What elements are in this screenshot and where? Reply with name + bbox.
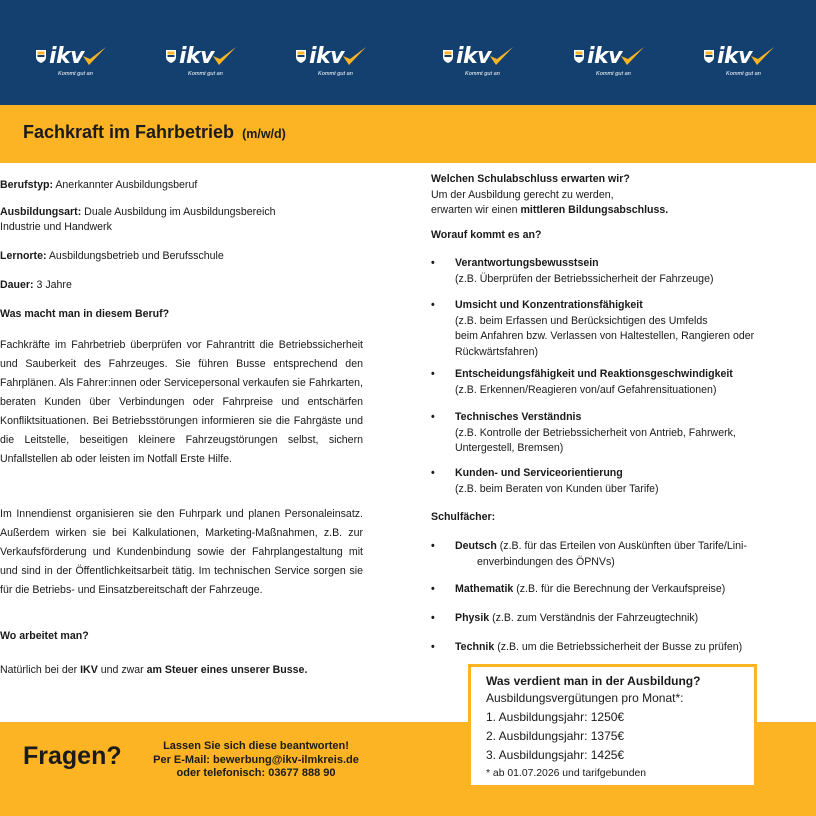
worauf-heading: Worauf kommt es an?: [431, 229, 542, 241]
crest-icon: [443, 50, 453, 63]
crest-icon: [296, 50, 306, 63]
swoosh-icon: [211, 46, 237, 68]
wo-text: Natürlich bei der IKV und zwar am Steuer eines unserer Busse.: [0, 664, 308, 676]
schulfaecher-heading: Schulfächer:: [431, 511, 496, 523]
email-link[interactable]: Per E-Mail: bewerbung@ikv-ilmkreis.de: [153, 753, 359, 766]
salary-year: 1. Ausbildungsjahr: 1250€: [486, 710, 625, 724]
dauer-row: Dauer: 3 Jahre: [0, 279, 72, 291]
schulabschluss-block: Welchen Schulabschluss erwarten wir? Um der Ausbildung gerecht zu werden, erwarten wir einen mittleren Bildungsabschluss.: [431, 173, 669, 216]
contact-info: Lassen Sie sich diese beantworten! Per E-Mail: bewerbung@ikv-ilmkreis.de oder telefonisch: 03677 888 90: [126, 740, 386, 781]
was-macht-heading: Was macht man in diesem Beruf?: [0, 308, 170, 320]
crest-icon: [166, 50, 176, 63]
lernorte-row: Lernorte: Ausbildungsbetrieb und Berufsschule: [0, 250, 224, 262]
page-title: [23, 122, 286, 143]
swoosh-icon: [81, 46, 107, 68]
description-paragraph-2: Im Innendienst organisieren sie den Fuhrpark und planen Personaleinsatz. Außerdem wirken sie bei Kalkulationen, Marketing-Maßnahmen, z.B. zur Verkaufsförderung und Kundenbindung sowie der Fahrplangestaltung mit und sind in der Öffentlichkeitsarbeit tätig. Im technischen Service sorgen sie für die Betriebs- und Einsatzbereitschaft der Fahrzeuge.: [0, 508, 363, 596]
salary-subheading: Ausbildungsvergütungen pro Monat*:: [486, 691, 684, 705]
description-paragraph-1: Fachkräfte im Fahrbetrieb überprüfen vor Fahrantritt die Betriebssicherheit und Sauberkeit des Fahrzeuges. Sie führen Busse entsprechend den Fahrplänen. Als Fahrer:innen oder Servicepersonal verkaufen sie Fahrkarten, beraten Kunden über Verbindungen oder Fahrpreise und entschärfen Konfliktsituationen. Bei Betriebsstörungen informieren sie die Fahrgäste und die Leitstelle, beseitigen kleinere Fahrzeugstörungen selbst, sichern Unfallstellen ab oder leisten im Notfall Erste Hilfe.: [0, 339, 363, 465]
crest-icon: [36, 50, 46, 63]
phone-link[interactable]: oder telefonisch: 03677 888 90: [176, 767, 336, 779]
crest-icon: [704, 50, 714, 63]
salary-year: 3. Ausbildungsjahr: 1425€: [486, 748, 625, 762]
header-banner: ikv Kommt gut an ikv Kommt gut an ikv Kommt gut an ikv Kommt gut an ikv Kommt gut an ikv Kommt gut an: [0, 0, 816, 105]
salary-box: [468, 664, 757, 788]
crest-icon: [574, 50, 584, 63]
swoosh-icon: [341, 46, 367, 68]
salary-heading: Was verdient man in der Ausbildung?: [486, 674, 701, 688]
swoosh-icon: [749, 46, 775, 68]
wo-heading: Wo arbeitet man?: [0, 630, 89, 642]
page-title-main: Fachkraft im Fahrbetrieb: [23, 122, 235, 142]
salary-year: 2. Ausbildungsjahr: 1375€: [486, 729, 625, 743]
swoosh-icon: [488, 46, 514, 68]
salary-note: * ab 01.07.2026 und tarifgebunden: [486, 768, 647, 779]
page-title-sub: (m/w/d): [242, 127, 286, 141]
swoosh-icon: [619, 46, 645, 68]
fragen-heading: Fragen?: [23, 742, 122, 770]
ausbildungsart-row: Ausbildungsart: Duale Ausbildung im Ausbildungsbereich Industrie und Handwerk: [0, 206, 276, 233]
berufstyp-row: Berufstyp: Anerkannter Ausbildungsberuf: [0, 179, 198, 191]
